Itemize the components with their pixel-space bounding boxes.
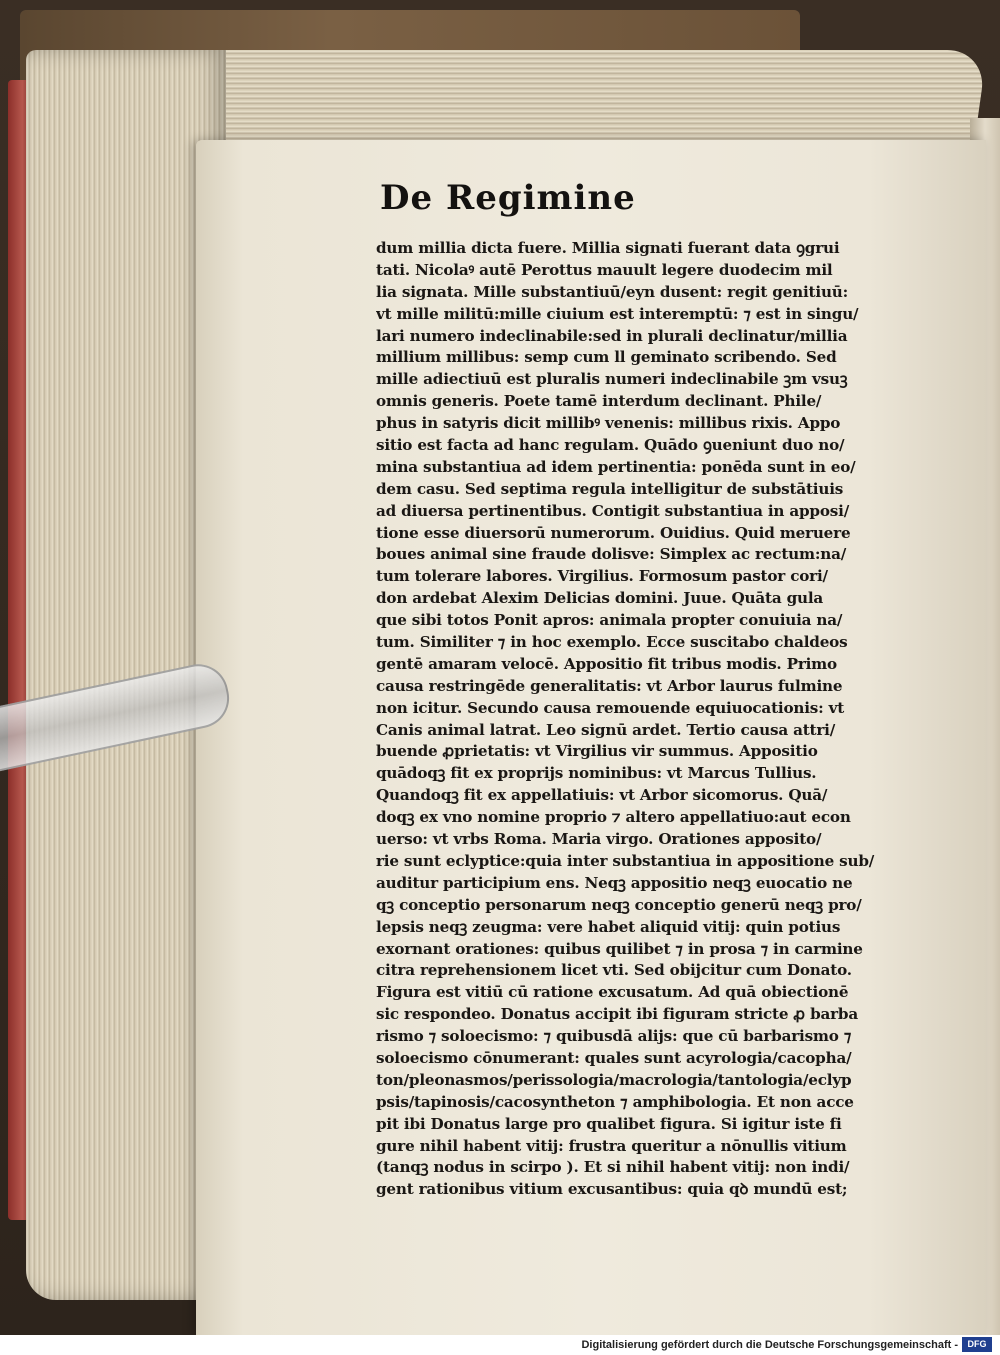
text-line: dem casu. Sed septima regula intelligitur de substātiuis xyxy=(376,479,844,498)
text-line: soloecismo cōnumerant: quales sunt acyrologia/cacopha/ xyxy=(376,1048,852,1067)
text-line: gure nihil habent vitij: frustra queritur a nōnullis vitium xyxy=(376,1136,847,1155)
text-line: psis/tapinosis/cacosyntheton ⁊ amphibologia. Et non acce xyxy=(376,1092,854,1111)
text-line: mina substantiua ad idem pertinentia: ponēda sunt in eo/ xyxy=(376,457,856,476)
text-line: lepsis neqꝫ zeugma: vere habet aliquid vitij: quin potius xyxy=(376,917,841,936)
text-line: lari numero indeclinabile:sed in plurali declinatur/millia xyxy=(376,326,848,345)
text-line: tum tolerare labores. Virgilius. Formosum pastor cori/ xyxy=(376,567,828,586)
text-line: buende ꝓprietatis: vt Virgilius vir summus. Appositio xyxy=(376,742,818,761)
text-line: (tanqꝫ nodus in scirpo ). Et si nihil habent vitij: non indi/ xyxy=(376,1158,850,1177)
text-line: rie sunt eclyptice:quia inter substantiua in appositione sub/ xyxy=(376,851,875,870)
page-text xyxy=(376,238,906,1201)
footer-credit: Digitalisierung gefördert durch die Deutsche Forschungsgemeinschaft - xyxy=(581,1339,958,1351)
text-line: qꝫ conceptio personarum neqꝫ conceptio generū neqꝫ pro/ xyxy=(376,895,862,914)
text-line: gentē amaram velocē. Appositio fit tribus modis. Primo xyxy=(376,654,837,673)
text-line: don ardebat Alexim Delicias domini. Juue. Quāta gula xyxy=(376,589,824,608)
text-line: Canis animal latrat. Leo signū ardet. Tertio causa attri/ xyxy=(376,720,836,739)
text-line: auditur participium ens. Neqꝫ appositio neqꝫ euocatio ne xyxy=(376,873,853,892)
text-line: tione esse diuersorū numerorum. Ouidius. Quid meruere xyxy=(376,523,851,542)
text-line: doqꝫ ex vno nomine proprio ⁊ altero appellatiuo:aut econ xyxy=(376,808,851,827)
text-line: boues animal sine fraude dolisve: Simplex ac rectum:na/ xyxy=(376,545,847,564)
text-line: gent rationibus vitium excusantibus: quia qꝺ mundū est; xyxy=(376,1180,848,1199)
text-line: lia signata. Mille substantiuū/eyn dusent: regit genitiuū: xyxy=(376,282,849,301)
text-line: vt mille militū:mille ciuium est interemptū: ⁊ est in singu/ xyxy=(376,304,859,323)
text-line: que sibi totos Ponit apros: animala propter conuiuia na/ xyxy=(376,611,843,630)
text-line: millium millibus: semp cum ll geminato scribendo. Sed xyxy=(376,348,837,367)
text-line: quādoqꝫ fit ex proprijs nominibus: vt Marcus Tullius. xyxy=(376,764,817,783)
text-line: Quandoqꝫ fit ex appellatiuis: vt Arbor sicomorus. Quā/ xyxy=(376,786,828,805)
text-line: Figura est vitiū cū ratione excusatum. Ad quā obiectionē xyxy=(376,983,849,1002)
text-line: exornant orationes: quibus quilibet ⁊ in prosa ⁊ in carmine xyxy=(376,939,863,958)
text-line: pit ibi Donatus large pro qualibet figura. Si igitur iste fi xyxy=(376,1114,842,1133)
text-line: omnis generis. Poete tamē interdum declinant. Phile/ xyxy=(376,392,822,411)
text-line: ad diuersa pertinentibus. Contigit substantiua in apposi/ xyxy=(376,501,850,520)
text-line: causa restringēde generalitatis: vt Arbor laurus fulmine xyxy=(376,676,843,695)
text-line: uerso: vt vrbs Roma. Maria virgo. Orationes apposito/ xyxy=(376,830,822,849)
text-line: non icitur. Secundo causa remouende equiuocationis: vt xyxy=(376,698,845,717)
text-line: dum millia dicta fuere. Millia signati fuerant data ꝯgrui xyxy=(376,239,840,257)
text-line: phus in satyris dicit millibꝰ venenis: millibus rixis. Appo xyxy=(376,414,841,433)
text-line: ton/pleonasmos/perissologia/macrologia/tantologia/eclyp xyxy=(376,1070,852,1089)
text-line: sic respondeo. Donatus accipit ibi figuram stricte ꝓ barba xyxy=(376,1005,858,1024)
text-line: mille adiectiuū est pluralis numeri indeclinabile ꝫm vsuꝫ xyxy=(376,370,848,389)
dfg-logo: DFG xyxy=(962,1337,992,1352)
page-heading: De Regimine xyxy=(380,178,636,218)
text-line: citra reprehensionem licet vti. Sed obijcitur cum Donato. xyxy=(376,961,852,980)
text-line: tati. Nicolaꝰ autē Perottus mauult legere duodecim mil xyxy=(376,260,833,279)
text-line: tum. Similiter ⁊ in hoc exemplo. Ecce suscitabo chaldeos xyxy=(376,633,848,652)
text-line: sitio est facta ad hanc regulam. Quādo ꝯueniunt duo no/ xyxy=(376,436,845,455)
text-line: rismo ⁊ soloecismo: ⁊ quibusdā alijs: que cū barbarismo ⁊ xyxy=(376,1027,852,1046)
footer-bar xyxy=(0,1335,1000,1355)
